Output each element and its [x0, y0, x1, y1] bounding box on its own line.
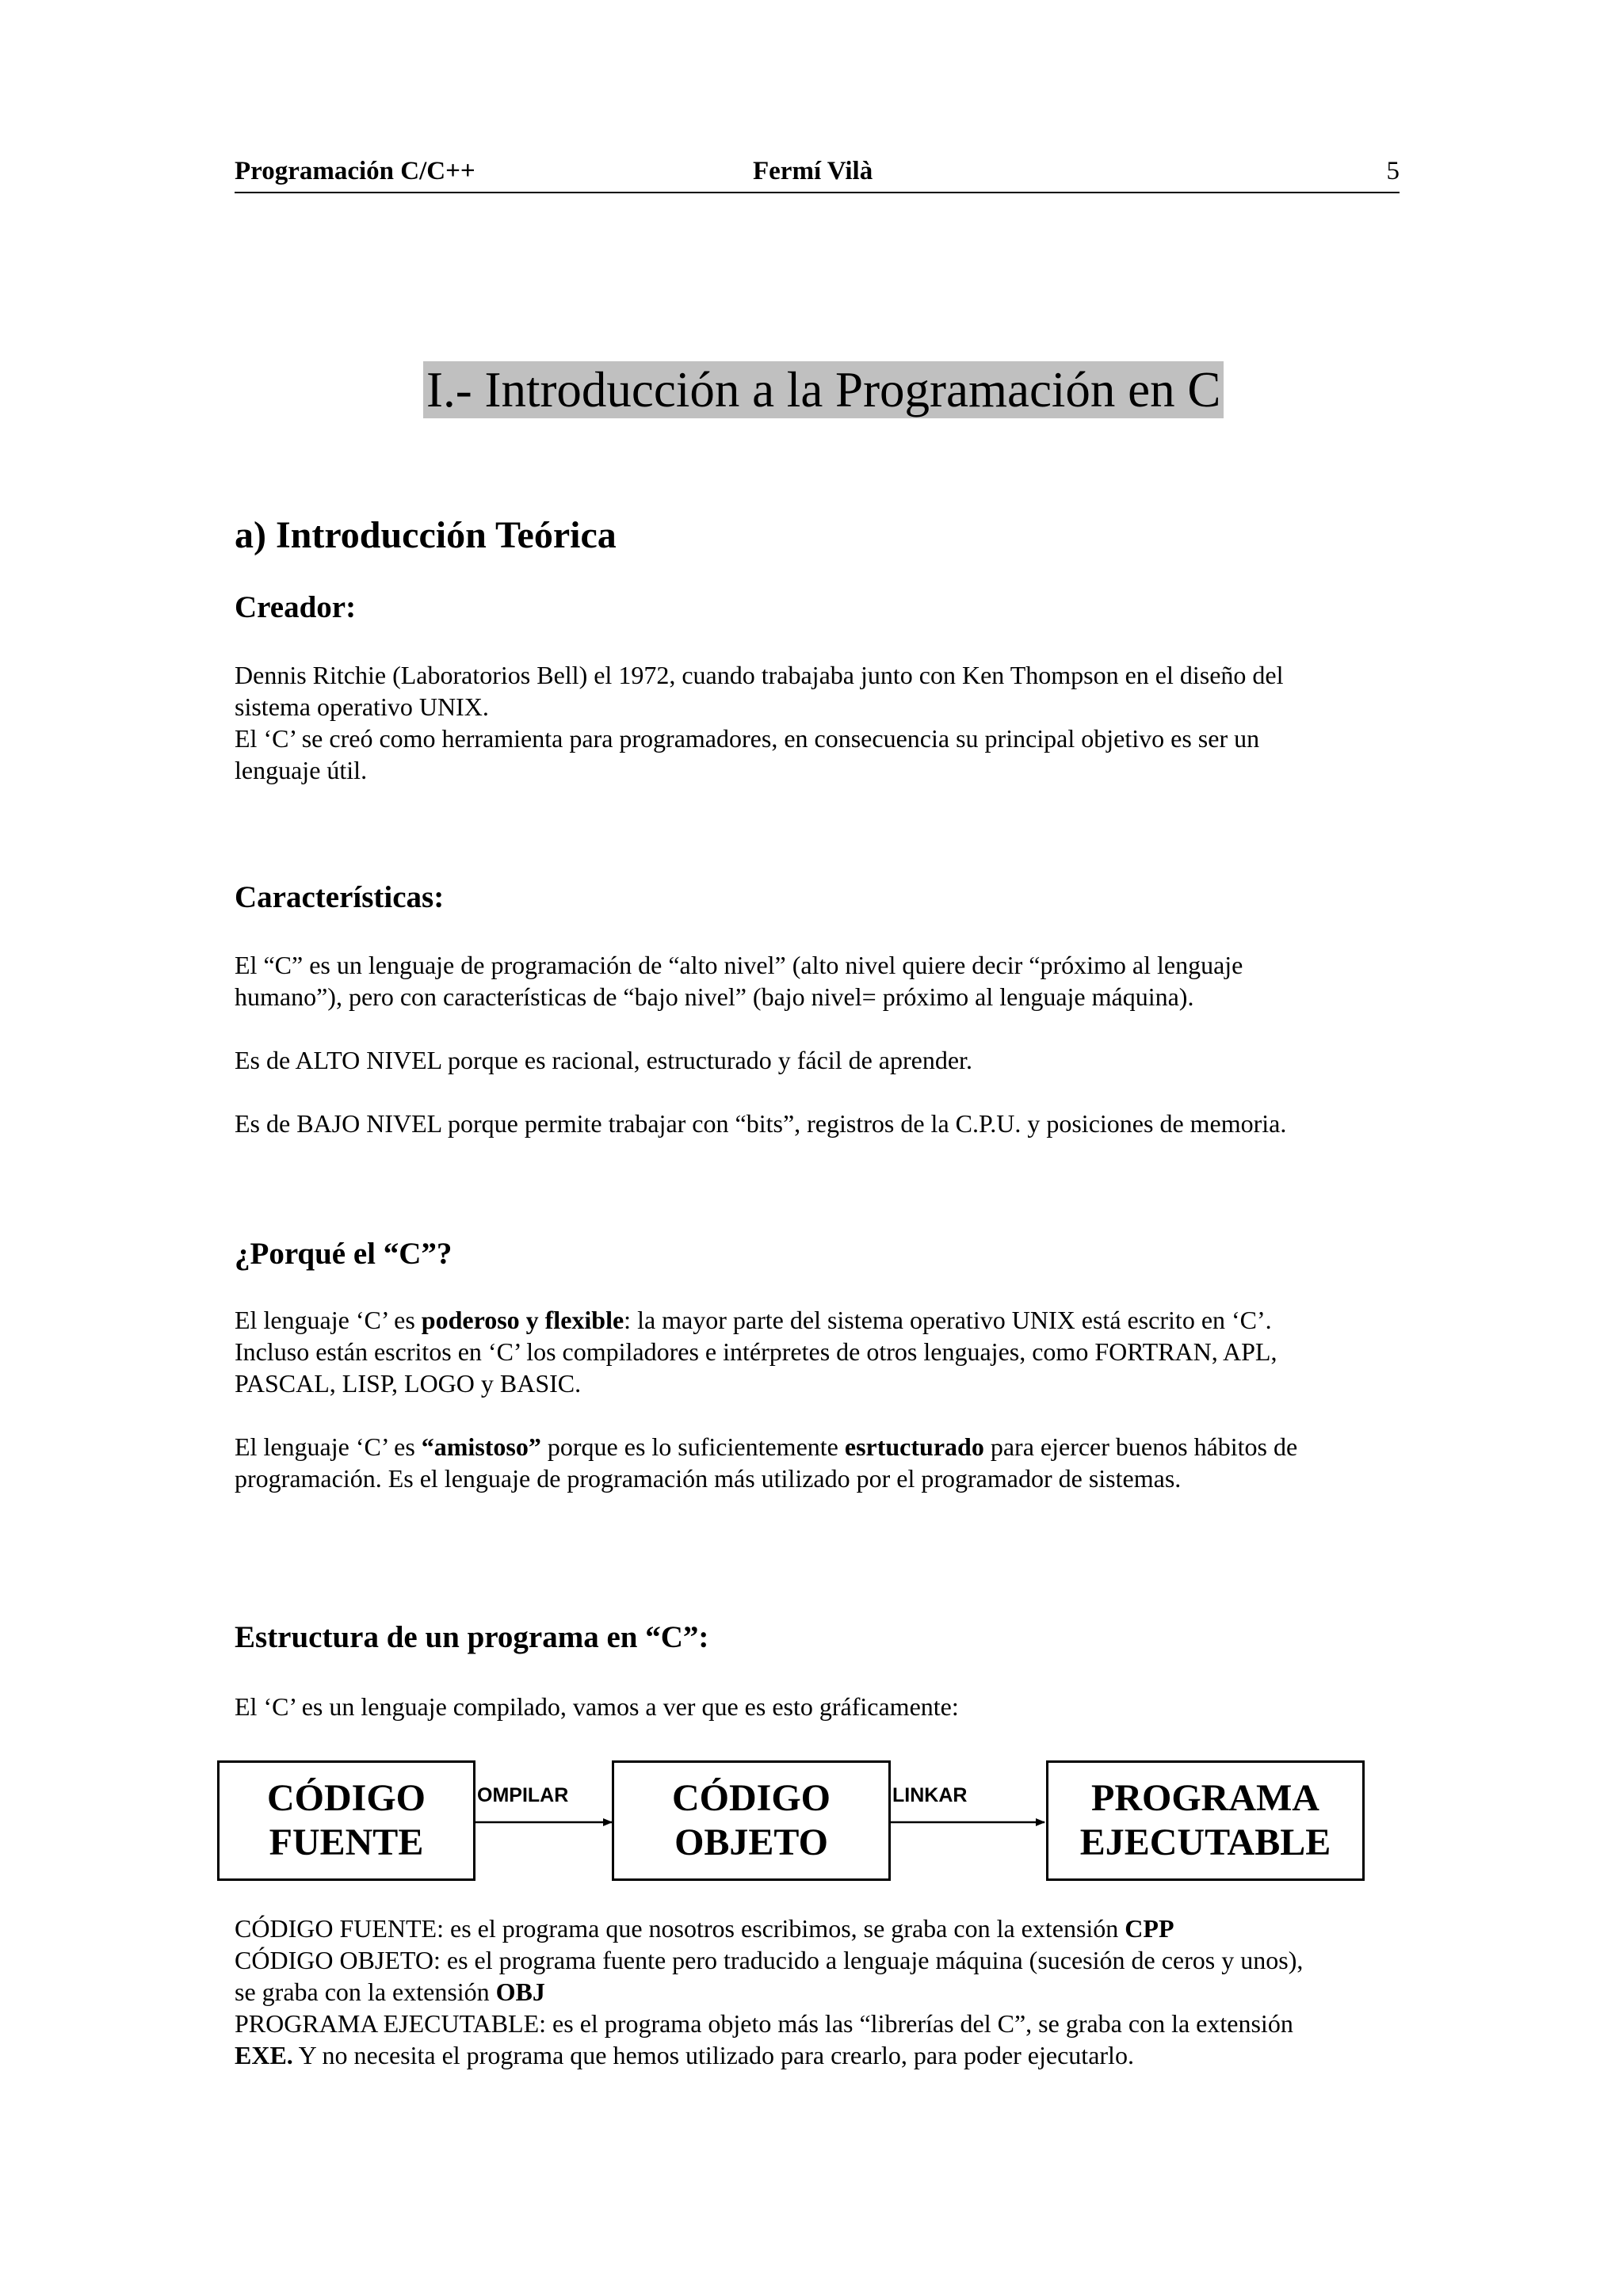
- bold-phrase: poderoso y flexible: [421, 1306, 624, 1334]
- box-programa-ejecutable: PROGRAMA EJECUTABLE: [1046, 1760, 1365, 1881]
- chapter-title: I.- Introducción a la Programación en C: [423, 361, 1224, 418]
- text-line: CÓDIGO FUENTE: es el programa que nosotros escribimos, se graba con la extensión CPP: [235, 1914, 1174, 1943]
- text-line: PROGRAMA EJECUTABLE: es el programa objeto más las “librerías del C”, se graba con la extensión: [235, 2009, 1293, 2038]
- extension-exe: EXE.: [235, 2041, 293, 2069]
- text-line: EXE. Y no necesita el programa que hemos utilizado para crearlo, para poder ejecutarlo.: [235, 2041, 1134, 2069]
- text-line: Incluso están escritos en ‘C’ los compiladores e intérpretes de otros lenguajes, como FORTRAN, APL,: [235, 1337, 1277, 1366]
- text-line: sistema operativo UNIX.: [235, 692, 489, 721]
- box-codigo-fuente: CÓDIGO FUENTE: [217, 1760, 475, 1881]
- text-line: se graba con la extensión OBJ: [235, 1978, 545, 2006]
- extension-cpp: CPP: [1125, 1914, 1174, 1943]
- arrow-label-compilar: OMPILAR: [477, 1784, 569, 1806]
- box-codigo-objeto: CÓDIGO OBJETO: [612, 1760, 891, 1881]
- arrow-label-linkar: LINKAR: [892, 1784, 968, 1806]
- estructura-intro: El ‘C’ es un lenguaje compilado, vamos a ver que es esto gráficamente:: [235, 1692, 959, 1721]
- bold-phrase: esrtucturado: [844, 1432, 984, 1461]
- caracteristicas-paragraph-2: Es de ALTO NIVEL porque es racional, estructurado y fácil de aprender.: [235, 1046, 972, 1074]
- text-line: humano”), pero con características de “bajo nivel” (bajo nivel= próximo al lenguaje máquina).: [235, 982, 1194, 1011]
- creador-heading: Creador:: [235, 590, 357, 624]
- estructura-heading: Estructura de un programa en “C”:: [235, 1620, 709, 1654]
- section-title: a) Introducción Teórica: [235, 514, 617, 556]
- text-line: programación. Es el lenguaje de programación más utilizado por el programador de sistemas.: [235, 1464, 1182, 1493]
- extensions-description: [235, 1913, 1407, 2071]
- text-line: El ‘C’ se creó como herramienta para programadores, en consecuencia su principal objetivo es ser un: [235, 724, 1260, 753]
- header-author: Fermí Vilà: [753, 157, 873, 185]
- text-line: CÓDIGO OBJETO: es el programa fuente pero traducido a lenguaje máquina (sucesión de ceros y unos),: [235, 1946, 1304, 1974]
- text-line: lenguaje útil.: [235, 756, 368, 784]
- text-line: El “C” es un lenguaje de programación de “alto nivel” (alto nivel quiere decir “próximo al lenguaje: [235, 951, 1243, 979]
- header-book-title: Programación C/C++: [235, 157, 475, 185]
- text-line: El lenguaje ‘C’ es “amistoso” porque es lo suficientemente esrtucturado para ejercer buenos hábitos de: [235, 1432, 1298, 1461]
- extension-obj: OBJ: [495, 1978, 545, 2006]
- porque-heading: ¿Porqué el “C”?: [235, 1237, 453, 1271]
- text-line: El lenguaje ‘C’ es poderoso y flexible: la mayor parte del sistema operativo UNIX está escrito en ‘C’.: [235, 1306, 1272, 1334]
- text-line: PASCAL, LISP, LOGO y BASIC.: [235, 1369, 582, 1398]
- caracteristicas-heading: Características:: [235, 880, 445, 914]
- text-line: Dennis Ritchie (Laboratorios Bell) el 1972, cuando trabajaba junto con Ken Thompson en el diseño del: [235, 661, 1284, 689]
- header-page-number: 5: [1386, 157, 1400, 185]
- bold-phrase: “amistoso”: [421, 1432, 541, 1461]
- caracteristicas-paragraph-3: Es de BAJO NIVEL porque permite trabajar con “bits”, registros de la C.P.U. y posiciones de memoria.: [235, 1109, 1287, 1138]
